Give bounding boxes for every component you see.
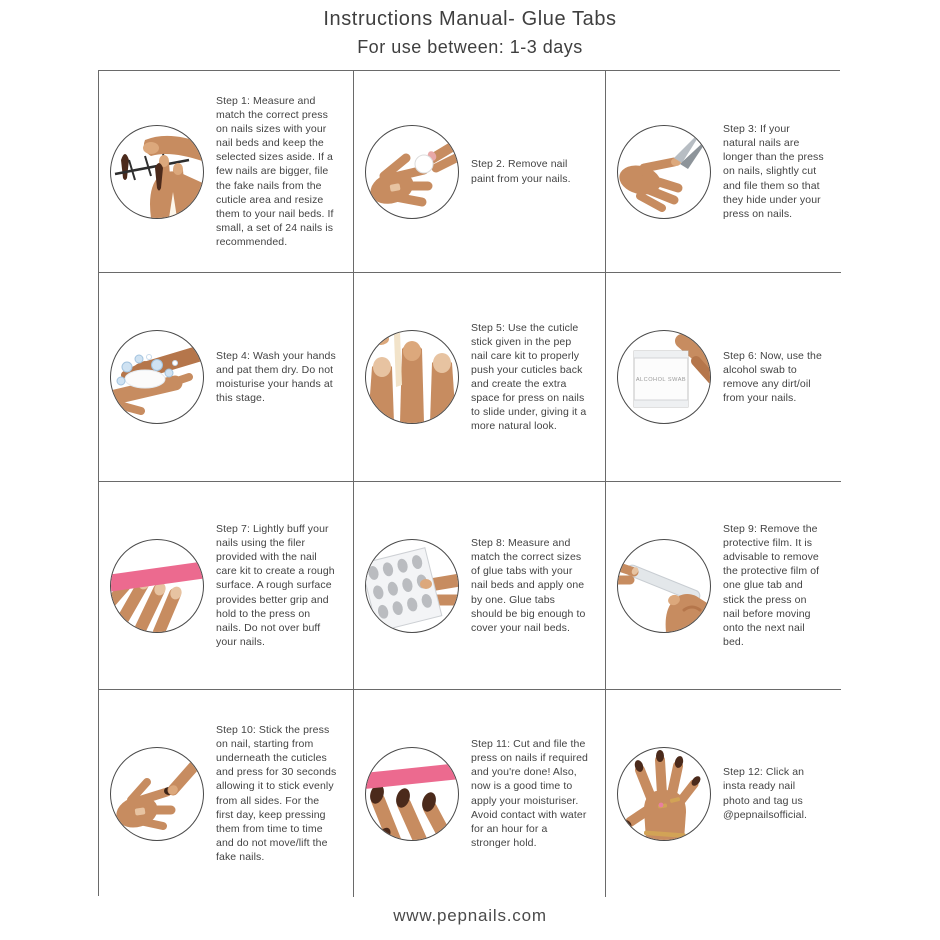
step-7-text: Step 7: Lightly buff your nails using the filer provided with the nail care kit to create a rough surface. A rough surface provides better grip and hold to the press on nails. Do not over buff your nails. (216, 523, 335, 648)
cutting-natural-nails-icon (617, 125, 711, 219)
page-header (0, 8, 940, 58)
step-4-cell (99, 273, 354, 482)
step-1-text: Step 1: Measure and match the correct press on nails sizes with your nail beds and keep the selected sizes aside. If a few nails are bigger, file the fake nails from the cuticle area and resize them to your nail beds. If small, a set of 24 nails is recommended. (216, 95, 334, 248)
insta-ready-hand-icon (617, 747, 711, 841)
step-12-cell (606, 690, 841, 897)
washing-hands-icon (110, 330, 204, 424)
step-11-cell (354, 690, 606, 897)
step-3-cell (606, 71, 841, 273)
glue-tab-sheet-icon (365, 539, 459, 633)
step-8-cell (354, 482, 606, 690)
step-5-cell (354, 273, 606, 482)
step-7-cell (99, 482, 354, 690)
step-2-cell (354, 71, 606, 273)
step-2-text: Step 2. Remove nail paint from your nails. (471, 158, 571, 185)
instructions-grid (98, 70, 840, 896)
step-6-text: Step 6: Now, use the alcohol swab to remove any dirt/oil from your nails. (723, 349, 822, 405)
step-10-cell (99, 690, 354, 897)
sticking-press-on-nail-icon (110, 747, 204, 841)
step-6-cell (606, 273, 841, 482)
filing-finished-press-on-nails-icon (365, 747, 459, 841)
pushing-cuticles-back-icon (365, 330, 459, 424)
step-9-text: Step 9: Remove the protective film. It is advisable to remove the protective film of one glue tab and stick the press on nail before moving onto the next nail bed. (723, 523, 820, 648)
alcohol-swab-label: ALCOHOL SWAB (635, 377, 687, 383)
buffing-nails-with-filer-icon (110, 539, 204, 633)
step-4-text: Step 4: Wash your hands and pat them dry. Do not moisturise your hands at this stage. (216, 349, 336, 405)
step-12-text: Step 12: Click an insta ready nail photo and tag us @pepnailsofficial. (723, 766, 808, 821)
step-5-text: Step 5: Use the cuticle stick given in the pep nail care kit to properly push your cuticles back and create the extra space for press on nails to slide under, giving it a more natural look. (471, 321, 587, 433)
removing-protective-film-icon (617, 539, 711, 633)
alcohol-swab-packet-icon (617, 330, 711, 424)
step-11-text: Step 11: Cut and file the press on nails if required and you're done! Also, now is a good time to apply your moisturiser. Avoid contact with water for an hour for a stronger hold. (471, 738, 588, 849)
step-8-text: Step 8: Measure and match the correct sizes of glue tabs with your nail beds and apply one by one. Glue tabs should be big enough to cover your nail beds. (471, 537, 586, 634)
step-9-cell (606, 482, 841, 690)
removing-nail-paint-icon (365, 125, 459, 219)
step-10-text: Step 10: Stick the press on nail, starting from underneath the cuticles and press for 30 seconds allowing it to stick evenly from all sides. For the first day, keep pressing them from time to time and do not move/lift the fake nails. (216, 724, 337, 863)
step-3-text: Step 3: If your natural nails are longer than the press on nails, slightly cut and file them so that they hide under your press on nails. (723, 123, 824, 220)
page-title: Instructions Manual- Glue Tabs (323, 8, 617, 30)
sizing-press-on-nails-icon (110, 125, 204, 219)
step-1-cell (99, 71, 354, 273)
footer-url: www.pepnails.com (393, 906, 547, 925)
page-subtitle: For use between: 1-3 days (357, 37, 583, 57)
